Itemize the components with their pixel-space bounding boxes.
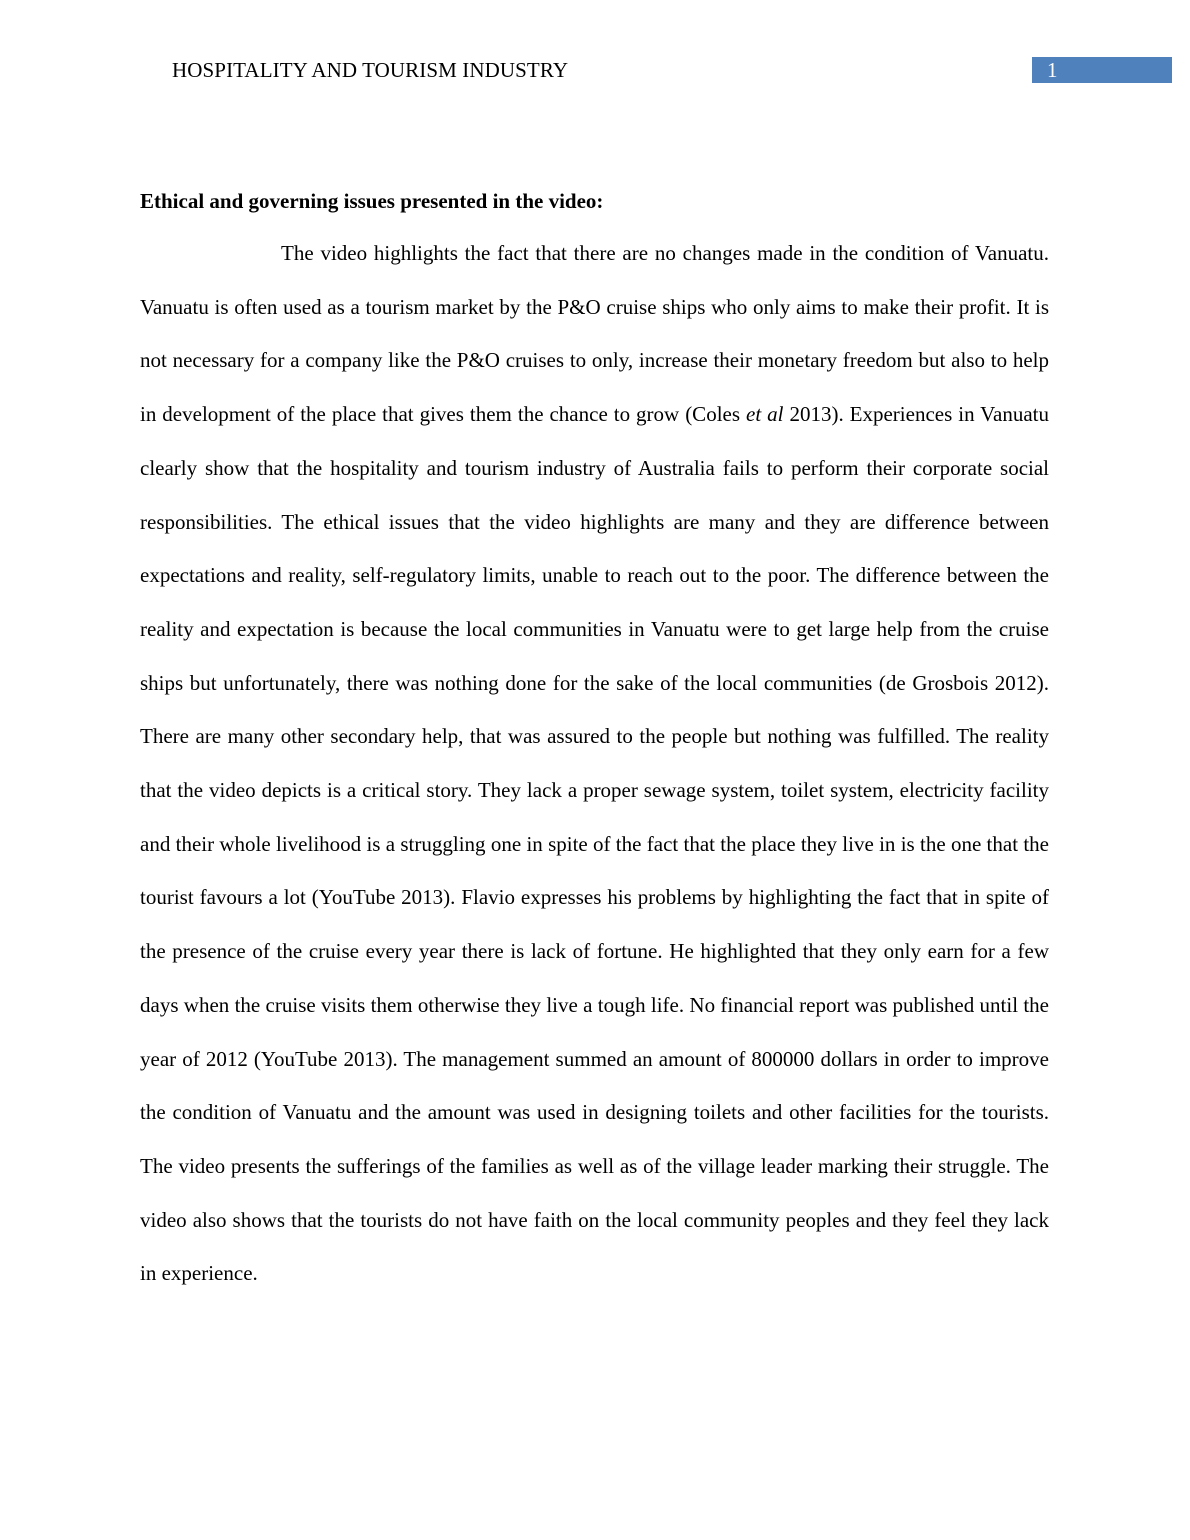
page-number: 1	[1047, 58, 1058, 82]
body-paragraph	[140, 227, 1049, 1301]
running-header-title: HOSPITALITY AND TOURISM INDUSTRY	[172, 58, 569, 82]
citation-et-al: et al	[746, 402, 784, 427]
paragraph-text-part-2: 2013). Experiences in Vanuatu clearly show that the hospitality and tourism industry of Australia fails to perform their corporate social responsibilities. The ethical issues that the video highlights are many and they are difference between expectations and reality, self-regulatory limits, unable to reach out to the poor. The difference between the reality and expectation is because the local communities in Vanuatu were to get large help from the cruise ships but unfortunately, there was nothing done for the sake of the local communities (de Grosbois 2012). There are many other secondary help, that was assured to the people but nothing was fulfilled. The reality that the video depicts is a critical story. They lack a proper sewage system, toilet system, electricity facility and their whole livelihood is a struggling one in spite of the fact that the place they live in is the one that the tourist favours a lot (YouTube 2013). Flavio expresses his problems by highlighting the fact that in spite of the presence of the cruise every year there is lack of fortune. He highlighted that they only earn for a few days when the cruise visits them otherwise they live a tough life. No financial report was published until the year of 2012 (YouTube 2013). The management summed an amount of 800000 dollars in order to improve the condition of Vanuatu and the amount was used in designing toilets and other facilities for the tourists. The video presents the sufferings of the families as well as of the village leader marking their struggle. The video also shows that the tourists do not have faith on the local community peoples and they feel they lack in experience.	[140, 402, 1049, 1286]
page-number-badge	[1032, 57, 1172, 83]
paragraph-text-part-1: The video highlights the fact that there are no changes made in the condition of Vanuatu. Vanuatu is often used as a tourism market by the P&O cruise ships who only aims to make their profit. It is not necessary for a company like the P&O cruises to only, increase their monetary freedom but also to help in development of the place that gives them the chance to grow (Coles	[140, 241, 1049, 427]
section-heading: Ethical and governing issues presented in the video:	[140, 189, 604, 213]
